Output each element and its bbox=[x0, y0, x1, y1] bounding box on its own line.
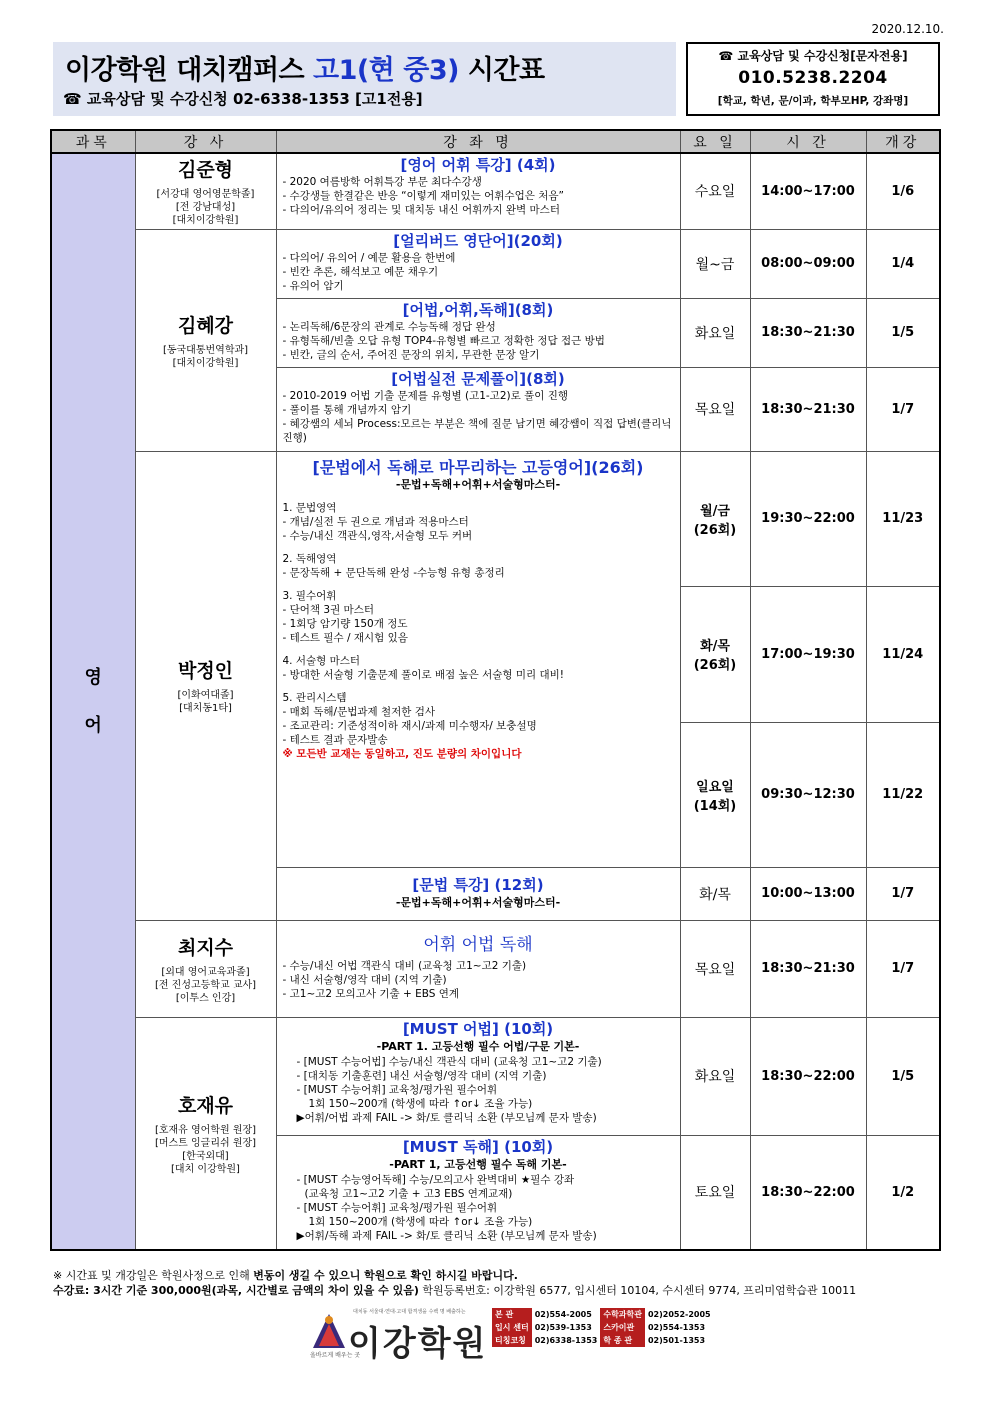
time-cell: 18:30~22:00 bbox=[750, 1135, 866, 1250]
footer-line-2: 수강료: 3시간 기준 300,000원(과목, 시간별로 금액의 차이 있을 수 있음) 학원등록번호: 이강학원 6577, 입시센터 10104, 수시센터 9774, 프리미엄학습관 10011 bbox=[53, 1284, 857, 1297]
time-cell: 09:30~12:30 bbox=[750, 722, 866, 867]
sms-phone-number: 010.5238.2204 bbox=[738, 68, 888, 88]
table-row bbox=[51, 153, 940, 229]
start-cell: 11/24 bbox=[866, 586, 940, 722]
time-cell: 08:00~09:00 bbox=[750, 229, 866, 298]
print-date: 2020.12.10. bbox=[871, 22, 944, 36]
day-cell: 월/금 (26회) bbox=[680, 451, 750, 586]
col-header: 강 좌 명 bbox=[276, 130, 680, 153]
col-header: 과목 bbox=[51, 130, 135, 153]
day-cell: 화/목 bbox=[680, 867, 750, 920]
start-cell: 1/6 bbox=[866, 153, 940, 229]
phone-icon: ☎ bbox=[718, 49, 734, 63]
teacher-cell: 김혜강 [동국대통번역학과] [대치이강학원] bbox=[135, 229, 276, 451]
col-header: 강 사 bbox=[135, 130, 276, 153]
time-cell: 17:00~19:30 bbox=[750, 586, 866, 722]
day-cell: 목요일 bbox=[680, 367, 750, 451]
course-cell: [문법에서 독해로 마무리하는 고등영어](26회) -문법+독해+어휘+서술형마스터- 1. 문법영역 - 개념/실전 두 권으로 개념과 적용마스터 - 수능/내신 객관식,영작,서술형 모두 커버 2. 독해영역 - 문장독해 + 문단독해 완성 -수능형 유형 총정리 3. 필수어휘 - 단어책 3권 마스터 - 1회당 암기량 150개 정도 - 테스트 필수 / 재시험 있음 4. 서술형 마스터 - 방대한 서술형 기출문제 풀이로 배점 높은 서술형 미리 대비! 5. 관리시스템 - 매회 독해/문법과제 철저한 검사 - 조교관리: 기준성적이하 재시/과제 미수행자/ 보충설명 - 테스트 결과 문자발송 ※ 모든반 교재는 동일하고, 진도 분량의 차이입니다 bbox=[276, 451, 680, 867]
course-cell: [얼리버드 영단어](20회) - 다의어/ 유의어 / 예문 활용을 한번에 - 빈칸 추론, 해석보고 예문 채우기 - 유의어 암기 bbox=[276, 229, 680, 298]
table-row bbox=[51, 229, 940, 298]
time-cell: 14:00~17:00 bbox=[750, 153, 866, 229]
branch-contacts bbox=[492, 1308, 714, 1347]
table-header-row bbox=[51, 130, 940, 153]
course-cell: 어휘 어법 독해 - 수능/내신 어법 객관식 대비 (교육청 고1~고2 기출) - 내신 서술형/영작 대비 (지역 기출) - 고1~고2 모의고사 기출 + EBS 연계 bbox=[276, 920, 680, 1017]
day-cell: 월~금 bbox=[680, 229, 750, 298]
teacher-cell: 박정인 [이화여대졸] [대치동1타] bbox=[135, 451, 276, 920]
col-header: 요 일 bbox=[680, 130, 750, 153]
start-cell: 1/4 bbox=[866, 229, 940, 298]
day-cell: 화요일 bbox=[680, 298, 750, 367]
notice-text: ※ 모든반 교재는 동일하고, 진도 분량의 차이입니다 bbox=[282, 747, 522, 760]
start-cell: 1/5 bbox=[866, 298, 940, 367]
footer-line-1: ※ 시간표 및 개강일은 학원사정으로 인해 변동이 생길 수 있으니 학원으로 확인 하시길 바랍니다. bbox=[53, 1269, 518, 1282]
day-cell: 수요일 bbox=[680, 153, 750, 229]
start-cell: 1/7 bbox=[866, 920, 940, 1017]
time-cell: 10:00~13:00 bbox=[750, 867, 866, 920]
title-banner bbox=[53, 42, 676, 116]
start-cell: 11/22 bbox=[866, 722, 940, 867]
sms-contact-box: ☎ 교육상담 및 수강신청[문자전용] 010.5238.2204 [학교, 학년, 문/이과, 학부모HP, 강좌명] bbox=[686, 42, 940, 116]
start-cell: 1/7 bbox=[866, 867, 940, 920]
time-cell: 18:30~21:30 bbox=[750, 920, 866, 1017]
table-row bbox=[51, 920, 940, 1017]
logo-mark-icon bbox=[312, 1312, 346, 1352]
start-cell: 1/5 bbox=[866, 1017, 940, 1135]
day-cell: 화/목 (26회) bbox=[680, 586, 750, 722]
consult-line: ☎ 교육상담 및 수강신청 02-6338-1353 [고1전용] bbox=[63, 90, 423, 108]
start-cell: 1/7 bbox=[866, 367, 940, 451]
list-item: 입시 센터 02)539-1353 스카이관 02)554-1353 bbox=[492, 1321, 714, 1334]
phone-icon: ☎ bbox=[63, 90, 82, 108]
course-cell: [어법실전 문제풀이](8회) - 2010-2019 어법 기출 문제를 유형별 (고1-고2)로 풀이 진행 - 풀이를 통해 개념까지 암기 - 혜강쌤의 세뇌 Process:모르는 부분은 책에 질문 남기면 혜강쌤이 직접 답변(클리닉 진행) bbox=[276, 367, 680, 451]
col-header: 시 간 bbox=[750, 130, 866, 153]
subject-cell: 영 어 bbox=[51, 153, 135, 1250]
timetable bbox=[50, 129, 941, 1251]
time-cell: 18:30~21:30 bbox=[750, 298, 866, 367]
list-item: 티칭코칭 02)6338-1353 학 종 관 02)501-1353 bbox=[492, 1334, 714, 1347]
table-row bbox=[51, 451, 940, 586]
time-cell: 18:30~22:00 bbox=[750, 1017, 866, 1135]
course-cell: [MUST 어법] (10회) -PART 1. 고등선행 필수 어법/구문 기본- - [MUST 수능어법] 수능/내신 객관식 대비 (교육청 고1~고2 기출) - [대치동 기출훈련] 내신 서술형/영작 대비 (지역 기출) - [MUST 수능어휘] 교육청/평가원 필수어휘 1회 150~200개 (학생에 따라 ↑or↓ 조율 가능) ▶어휘/어법 과제 FAIL -> 화/토 클리닉 소환 (부모님께 문자 발송) bbox=[276, 1017, 680, 1135]
start-cell: 1/2 bbox=[866, 1135, 940, 1250]
table-row bbox=[51, 1017, 940, 1135]
col-header: 개강 bbox=[866, 130, 940, 153]
day-cell: 목요일 bbox=[680, 920, 750, 1017]
page-title: 이강학원 대치캠퍼스 고1(현 중3) 시간표 bbox=[65, 55, 545, 86]
list-item: 본 관 02)554-2005 수학과학관 02)2052-2005 bbox=[492, 1308, 714, 1321]
teacher-cell: 최지수 [외대 영어교육과졸] [전 진성고등학교 교사] [이투스 인강] bbox=[135, 920, 276, 1017]
course-cell: [영어 어휘 특강] (4회) - 2020 여름방학 어휘특강 부문 최다수강생 - 수강생들 한결같은 반응 “이렇게 재미있는 어휘수업은 처음” - 다의어/유의어 정리는 및 대치동 내신 어휘까지 완벽 마스터 bbox=[276, 153, 680, 229]
time-cell: 18:30~21:30 bbox=[750, 367, 866, 451]
start-cell: 11/23 bbox=[866, 451, 940, 586]
day-cell: 토요일 bbox=[680, 1135, 750, 1250]
day-cell: 화요일 bbox=[680, 1017, 750, 1135]
teacher-cell: 호재유 [호재유 영어학원 원장] [머스트 잉글리쉬 원장] [한국외대] [대치 이강학원] bbox=[135, 1017, 276, 1250]
day-cell: 일요일 (14회) bbox=[680, 722, 750, 867]
academy-logo: 대치동 서울대·연대·고대 합격생을 수백 명 배출하는 이강학원 올바르게 배우는 곳 bbox=[310, 1309, 488, 1364]
time-cell: 19:30~22:00 bbox=[750, 451, 866, 586]
teacher-cell: 김준형 [서강대 영어영문학졸] [전 강남대성] [대치이강학원] bbox=[135, 153, 276, 229]
course-cell: [문법 특강] (12회) -문법+독해+어휘+서술형마스터- bbox=[276, 867, 680, 920]
course-cell: [MUST 독해] (10회) -PART 1, 고등선행 필수 독해 기본- - [MUST 수능영어독해] 수능/모의고사 완벽대비 ★필수 강좌 (교육청 고1~고2 기출 + 고3 EBS 연계교재) - [MUST 수능어휘] 교육청/평가원 필수어휘 1회 150~200개 (학생에 따라 ↑or↓ 조율 가능) ▶어휘/독해 과제 FAIL -> 화/토 클리닉 소환 (부모님께 문자 발송) bbox=[276, 1135, 680, 1250]
footer-notes bbox=[53, 1268, 856, 1298]
course-cell: [어법,어휘,독해](8회) - 논리독해/6문장의 관계로 수능독해 정답 완성 - 유형독해/빈출 오답 유형 TOP4-유형별 빠르고 정확한 정답 접근 방법 - 빈칸, 글의 순서, 주어진 문장의 위치, 무관한 문장 알기 bbox=[276, 298, 680, 367]
